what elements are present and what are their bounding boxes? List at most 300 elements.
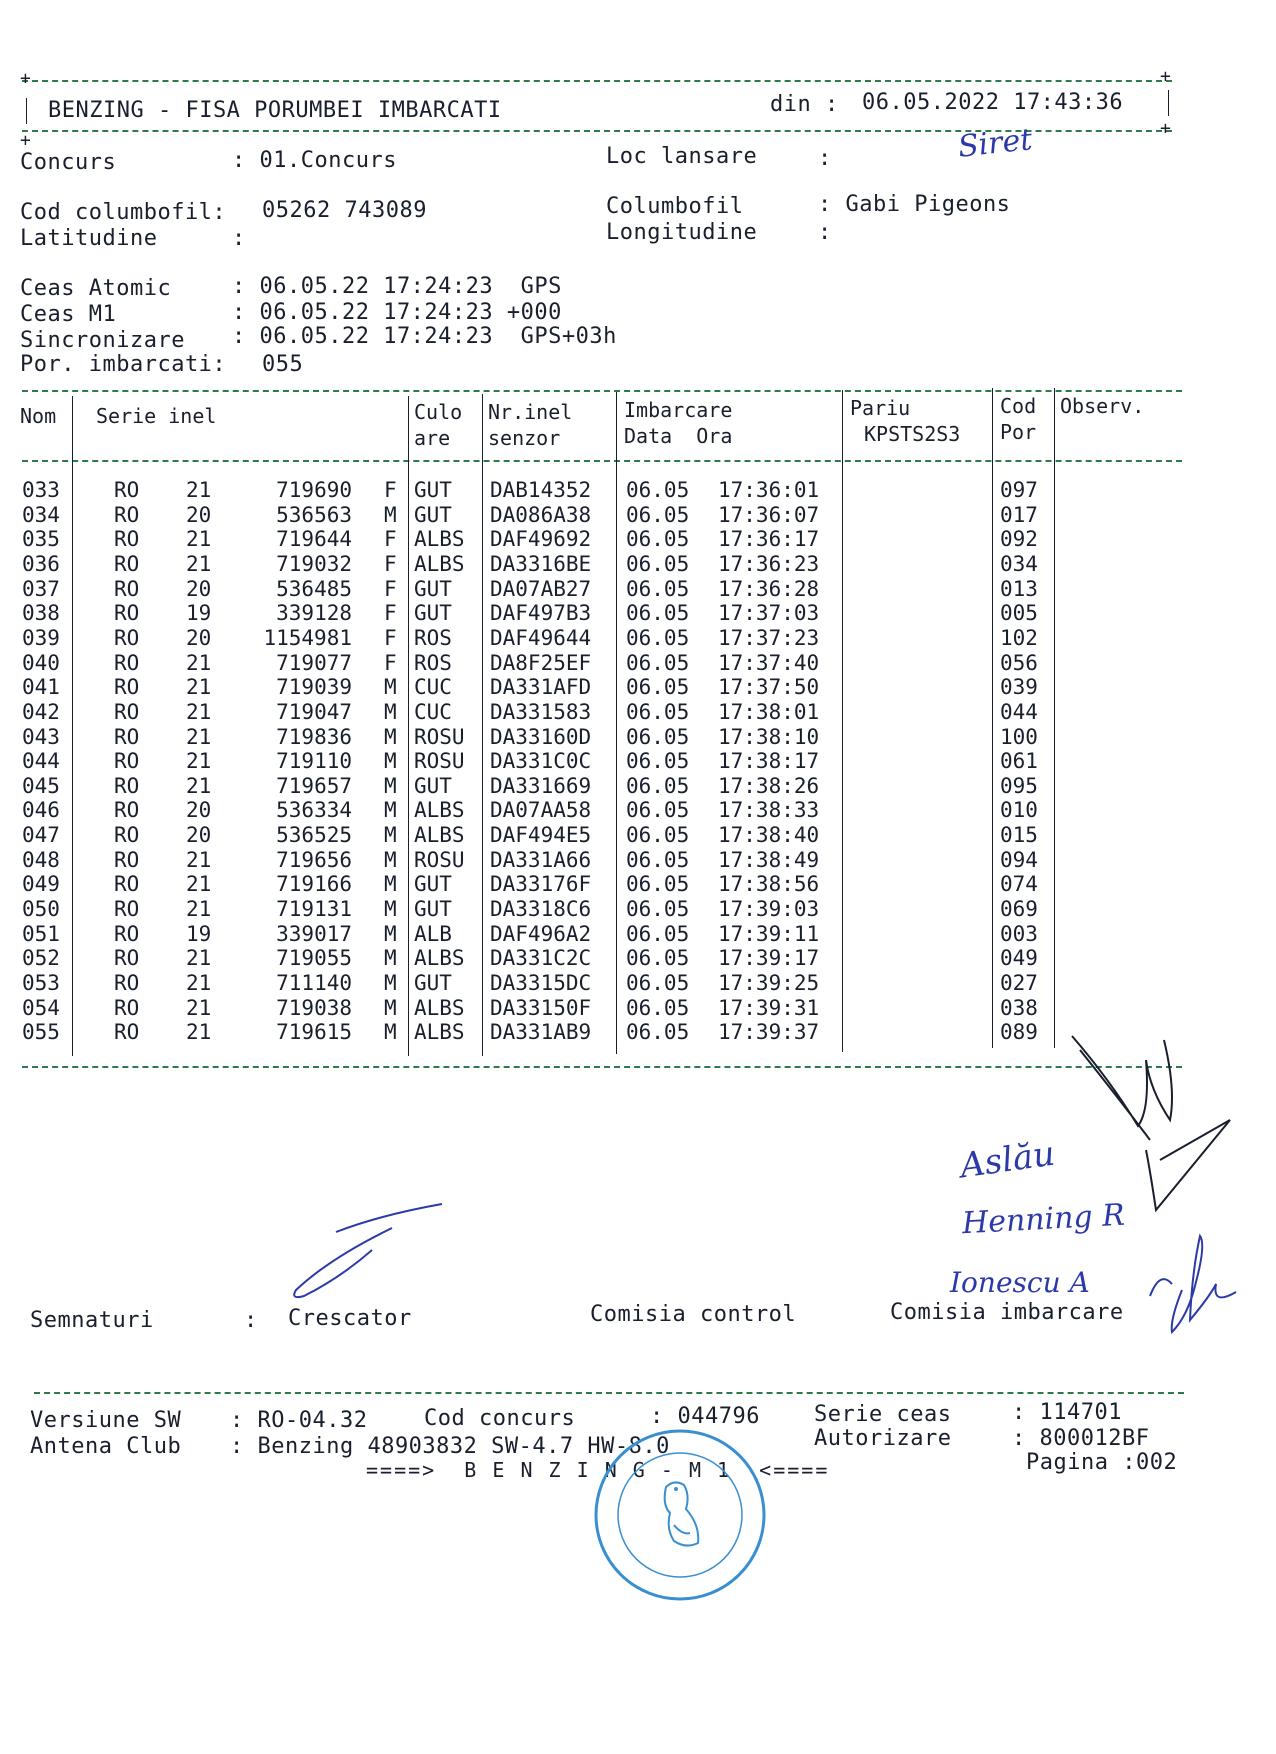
cell-sex: M	[384, 897, 397, 922]
cell-an: 21	[186, 478, 212, 502]
table-row	[0, 798, 1276, 823]
cell-culoare: ROSU	[414, 749, 465, 774]
cell-culoare: CUC	[414, 699, 452, 724]
cell-tara: RO	[114, 625, 140, 650]
cell-ora: 17:36:07	[718, 502, 820, 527]
table-row	[0, 922, 1276, 947]
col-header-observ: Observ.	[1060, 394, 1145, 418]
cell-tara: RO	[114, 502, 140, 527]
concurs-value: : 01.Concurs	[232, 148, 397, 173]
cell-ora: 17:38:40	[718, 823, 820, 848]
table-row	[0, 823, 1276, 848]
cell-sex: F	[384, 478, 397, 502]
cell-nom: 051	[22, 921, 60, 946]
cell-cod: 100	[1000, 724, 1038, 749]
pigeon-icon	[665, 1482, 699, 1545]
cell-data: 06.05	[626, 823, 690, 848]
semnaturi-colon: :	[244, 1308, 258, 1333]
cell-senzor: DAF494E5	[490, 823, 592, 848]
cell-nr: 719644	[276, 527, 352, 552]
cell-senzor: DA8F25EF	[490, 650, 592, 675]
table-row	[0, 872, 1276, 897]
cell-data: 06.05	[626, 724, 690, 749]
cell-senzor: DA3315DC	[490, 971, 592, 995]
cell-ora: 17:39:03	[718, 897, 820, 922]
cell-sex: M	[384, 921, 397, 946]
cell-nr: 536563	[276, 502, 352, 527]
cell-nom: 037	[22, 576, 60, 601]
cell-nom: 055	[22, 1020, 60, 1045]
cell-an: 20	[186, 502, 212, 527]
table-row	[0, 971, 1276, 996]
commission-initials	[1172, 1236, 1236, 1332]
rule-plus: +	[20, 68, 31, 89]
cell-data: 06.05	[626, 576, 690, 601]
cell-tara: RO	[114, 823, 140, 848]
cell-cod: 017	[1000, 502, 1038, 527]
cell-ora: 17:37:03	[718, 601, 820, 626]
cell-nom: 043	[22, 724, 60, 749]
cell-data: 06.05	[626, 872, 690, 897]
cell-nr: 339017	[276, 921, 352, 946]
cell-cod: 005	[1000, 601, 1038, 626]
document-title: BENZING - FISA PORUMBEI IMBARCATI	[48, 98, 502, 123]
ceas-m1-value: : 06.05.22 17:24:23 +000	[232, 300, 562, 325]
cell-an: 20	[186, 798, 212, 823]
cell-cod: 003	[1000, 921, 1038, 946]
cell-tara: RO	[114, 773, 140, 798]
cell-nr: 719039	[276, 675, 352, 700]
cell-ora: 17:39:25	[718, 971, 820, 995]
cell-tara: RO	[114, 946, 140, 971]
cell-cod: 061	[1000, 749, 1038, 774]
comisia-control-label: Comisia control	[590, 1302, 797, 1327]
cell-nom: 047	[22, 823, 60, 848]
cell-senzor: DA331AFD	[490, 675, 592, 700]
sincronizare-label: Sincronizare	[20, 328, 185, 353]
cell-tara: RO	[114, 699, 140, 724]
cell-cod: 039	[1000, 675, 1038, 700]
col-header-culoare-1: Culo	[414, 400, 463, 424]
autorizare-label: Autorizare	[814, 1426, 952, 1451]
table-row	[0, 749, 1276, 774]
cell-ora: 17:38:56	[718, 872, 820, 897]
sincronizare-value: : 06.05.22 17:24:23 GPS+03h	[232, 324, 617, 349]
cell-nom: 036	[22, 551, 60, 576]
header-top-rule	[22, 80, 1172, 82]
col-header-imbarcare-2: Data Ora	[624, 424, 733, 448]
autorizare-value: : 800012BF	[1012, 1426, 1150, 1451]
cod-columbofil-value: 05262 743089	[262, 198, 427, 223]
cell-data: 06.05	[626, 946, 690, 971]
cell-data: 06.05	[626, 773, 690, 798]
cell-data: 06.05	[626, 478, 690, 502]
handwritten-name-2: Henning R	[961, 1197, 1126, 1242]
handwritten-name-1: Aslău	[957, 1133, 1058, 1187]
small-mark	[1150, 1279, 1172, 1296]
cell-culoare: GUT	[414, 872, 452, 897]
cell-sex: M	[384, 847, 397, 872]
table-row	[0, 626, 1276, 651]
cell-culoare: GUT	[414, 502, 452, 527]
cell-senzor: DA3316BE	[490, 551, 592, 576]
benzing-banner: ====> B E N Z I N G - M 1 <====	[366, 1458, 830, 1482]
cell-cod: 102	[1000, 625, 1038, 650]
cell-cod: 027	[1000, 971, 1038, 995]
col-header-nrinel-2: senzor	[488, 426, 561, 450]
cell-sex: F	[384, 650, 397, 675]
cell-sex: M	[384, 724, 397, 749]
cell-nom: 041	[22, 675, 60, 700]
table-top-rule	[22, 390, 1182, 392]
cell-culoare: ROSU	[414, 847, 465, 872]
cell-nom: 034	[22, 502, 60, 527]
cell-data: 06.05	[626, 625, 690, 650]
cell-senzor: DA331A66	[490, 847, 592, 872]
cell-ora: 17:36:01	[718, 478, 820, 502]
cell-culoare: GUT	[414, 576, 452, 601]
ceas-m1-label: Ceas M1	[20, 302, 117, 327]
table-row	[0, 774, 1276, 799]
cell-ora: 17:36:23	[718, 551, 820, 576]
cell-nr: 719032	[276, 551, 352, 576]
cell-ora: 17:37:50	[718, 675, 820, 700]
cell-senzor: DAB14352	[490, 478, 592, 502]
cell-an: 21	[186, 699, 212, 724]
cell-tara: RO	[114, 1020, 140, 1045]
comisia-imbarcare-label: Comisia imbarcare	[890, 1300, 1124, 1325]
din-label: din :	[770, 92, 839, 117]
table-bottom-rule	[22, 1066, 1182, 1068]
cell-tara: RO	[114, 478, 140, 502]
cell-senzor: DA331AB9	[490, 1020, 592, 1045]
cell-an: 21	[186, 847, 212, 872]
cell-ora: 17:39:17	[718, 946, 820, 971]
cell-sex: M	[384, 872, 397, 897]
cell-data: 06.05	[626, 897, 690, 922]
cell-data: 06.05	[626, 921, 690, 946]
cell-senzor: DA331583	[490, 699, 592, 724]
commission-signature	[1072, 1036, 1230, 1210]
cell-senzor: DA33160D	[490, 724, 592, 749]
cell-data: 06.05	[626, 749, 690, 774]
cell-sex: F	[384, 527, 397, 552]
table-row	[0, 552, 1276, 577]
handwritten-name-3: Ionescu A	[950, 1266, 1090, 1299]
cell-nr: 536525	[276, 823, 352, 848]
cell-nom: 033	[22, 478, 60, 502]
loc-lansare-label: Loc lansare	[606, 144, 758, 169]
serie-ceas-label: Serie ceas	[814, 1402, 952, 1427]
columbofil-value: : Gabi Pigeons	[818, 192, 1011, 217]
cell-cod: 044	[1000, 699, 1038, 724]
cell-ora: 17:36:28	[718, 576, 820, 601]
cell-tara: RO	[114, 872, 140, 897]
cell-an: 20	[186, 576, 212, 601]
cell-culoare: GUT	[414, 601, 452, 626]
cell-senzor: DA3318C6	[490, 897, 592, 922]
cell-data: 06.05	[626, 675, 690, 700]
cell-ora: 17:39:37	[718, 1020, 820, 1045]
cell-an: 21	[186, 749, 212, 774]
cell-nom: 044	[22, 749, 60, 774]
cell-senzor: DA07AA58	[490, 798, 592, 823]
cell-sex: M	[384, 773, 397, 798]
cell-sex: M	[384, 798, 397, 823]
col-header-nom: Nom	[20, 404, 57, 428]
serie-ceas-value: : 114701	[1012, 1400, 1122, 1425]
cell-cod: 038	[1000, 995, 1038, 1020]
cell-senzor: DA33150F	[490, 995, 592, 1020]
cell-nom: 035	[22, 527, 60, 552]
longitudine-value: :	[818, 220, 832, 245]
loc-lansare-value: :	[818, 146, 832, 171]
cell-data: 06.05	[626, 995, 690, 1020]
cell-senzor: DAF496A2	[490, 921, 592, 946]
antena-value: : Benzing 48903832 SW-4.7 HW-8.0	[230, 1434, 670, 1459]
cell-sex: M	[384, 502, 397, 527]
cell-ora: 17:38:33	[718, 798, 820, 823]
table-row	[0, 700, 1276, 725]
cell-culoare: CUC	[414, 675, 452, 700]
cell-sex: M	[384, 946, 397, 971]
cell-ora: 17:38:10	[718, 724, 820, 749]
cell-an: 20	[186, 823, 212, 848]
rule-plus: +	[1160, 66, 1171, 87]
cell-an: 19	[186, 921, 212, 946]
cell-sex: F	[384, 601, 397, 626]
page-number: Pagina :002	[1026, 1450, 1178, 1475]
cell-senzor: DAF497B3	[490, 601, 592, 626]
col-header-cod-2: Por	[1000, 420, 1037, 444]
cell-sex: M	[384, 749, 397, 774]
rule-plus: +	[20, 130, 31, 151]
ceas-atomic-value: : 06.05.22 17:24:23 GPS	[232, 274, 562, 299]
table-row	[0, 897, 1276, 922]
cell-ora: 17:38:49	[718, 847, 820, 872]
col-header-pariu-1: Pariu	[850, 396, 911, 420]
cell-culoare: GUT	[414, 897, 452, 922]
cell-culoare: ALB	[414, 921, 452, 946]
cell-nr: 711140	[276, 971, 352, 995]
por-imbarcati-label: Por. imbarcati:	[20, 352, 227, 377]
cell-tara: RO	[114, 650, 140, 675]
cell-an: 20	[186, 625, 212, 650]
cell-data: 06.05	[626, 1020, 690, 1045]
cell-sex: F	[384, 625, 397, 650]
antena-label: Antena Club	[30, 1434, 182, 1459]
stamp-graphic	[590, 1425, 770, 1605]
col-header-imbarcare-1: Imbarcare	[624, 398, 733, 422]
semnaturi-label: Semnaturi	[30, 1308, 154, 1333]
cell-an: 21	[186, 675, 212, 700]
cell-culoare: ROS	[414, 650, 452, 675]
cell-senzor: DA33176F	[490, 872, 592, 897]
col-header-cod-1: Cod	[1000, 394, 1037, 418]
col-header-culoare-2: are	[414, 426, 451, 450]
cell-ora: 17:36:17	[718, 527, 820, 552]
cell-tara: RO	[114, 675, 140, 700]
cell-data: 06.05	[626, 971, 690, 995]
cell-cod: 094	[1000, 847, 1038, 872]
cell-senzor: DA331C2C	[490, 946, 592, 971]
table-row	[0, 527, 1276, 552]
versiune-value: : RO-04.32	[230, 1408, 368, 1433]
cell-data: 06.05	[626, 650, 690, 675]
table-row	[0, 996, 1276, 1021]
cell-an: 21	[186, 773, 212, 798]
table-row	[0, 651, 1276, 676]
cell-nr: 536334	[276, 798, 352, 823]
cell-culoare: ALBS	[414, 527, 465, 552]
cell-tara: RO	[114, 576, 140, 601]
cell-tara: RO	[114, 921, 140, 946]
cell-cod: 049	[1000, 946, 1038, 971]
cell-nom: 045	[22, 773, 60, 798]
table-row	[0, 577, 1276, 602]
latitudine-value: :	[232, 226, 246, 251]
cell-ora: 17:38:01	[718, 699, 820, 724]
cell-sex: M	[384, 675, 397, 700]
cell-an: 21	[186, 897, 212, 922]
cell-data: 06.05	[626, 527, 690, 552]
cell-nr: 719836	[276, 724, 352, 749]
cell-sex: M	[384, 995, 397, 1020]
cell-nom: 040	[22, 650, 60, 675]
cell-nom: 039	[22, 625, 60, 650]
cell-cod: 013	[1000, 576, 1038, 601]
cell-cod: 074	[1000, 872, 1038, 897]
cell-culoare: ALBS	[414, 1020, 465, 1045]
footer-top-rule	[34, 1392, 1184, 1394]
ceas-atomic-label: Ceas Atomic	[20, 276, 172, 301]
cell-sex: F	[384, 576, 397, 601]
cell-ora: 17:38:17	[718, 749, 820, 774]
cell-tara: RO	[114, 749, 140, 774]
cell-ora: 17:38:26	[718, 773, 820, 798]
cell-cod: 015	[1000, 823, 1038, 848]
table-row	[0, 601, 1276, 626]
cell-nom: 038	[22, 601, 60, 626]
table-header-rule	[22, 460, 1182, 462]
cell-tara: RO	[114, 601, 140, 626]
cell-tara: RO	[114, 971, 140, 995]
table-row	[0, 1020, 1276, 1045]
cell-ora: 17:37:23	[718, 625, 820, 650]
cell-data: 06.05	[626, 699, 690, 724]
cell-culoare: ALBS	[414, 551, 465, 576]
cell-senzor: DAF49644	[490, 625, 592, 650]
table-row	[0, 848, 1276, 873]
col-header-serie: Serie inel	[96, 404, 217, 428]
cell-cod: 034	[1000, 551, 1038, 576]
cell-nom: 046	[22, 798, 60, 823]
cell-nom: 052	[22, 946, 60, 971]
cell-tara: RO	[114, 847, 140, 872]
cell-cod: 056	[1000, 650, 1038, 675]
columbofil-label: Columbofil	[606, 194, 744, 219]
cell-nom: 049	[22, 872, 60, 897]
cell-nom: 054	[22, 995, 60, 1020]
cell-an: 21	[186, 971, 212, 995]
cod-concurs-label: Cod concurs	[424, 1406, 576, 1431]
cell-sex: M	[384, 1020, 397, 1045]
cell-sex: M	[384, 823, 397, 848]
cell-nom: 048	[22, 847, 60, 872]
cell-tara: RO	[114, 995, 140, 1020]
cell-culoare: GUT	[414, 478, 452, 502]
col-header-nrinel-1: Nr.inel	[488, 400, 573, 424]
cell-nom: 053	[22, 971, 60, 995]
cell-data: 06.05	[626, 847, 690, 872]
cell-nr: 1154981	[263, 625, 352, 650]
cell-tara: RO	[114, 897, 140, 922]
header-right-border	[1168, 90, 1169, 116]
cell-an: 21	[186, 995, 212, 1020]
cell-data: 06.05	[626, 551, 690, 576]
cell-an: 21	[186, 551, 212, 576]
cell-nom: 042	[22, 699, 60, 724]
cell-nr: 339128	[276, 601, 352, 626]
cell-culoare: ALBS	[414, 995, 465, 1020]
cell-cod: 092	[1000, 527, 1038, 552]
cod-concurs-value: : 044796	[650, 1404, 760, 1429]
table-row	[0, 478, 1276, 503]
cell-senzor: DA07AB27	[490, 576, 592, 601]
cell-nr: 719166	[276, 872, 352, 897]
latitudine-label: Latitudine	[20, 226, 158, 251]
cell-nr: 719657	[276, 773, 352, 798]
cell-an: 21	[186, 872, 212, 897]
cell-culoare: ROSU	[414, 724, 465, 749]
cell-cod: 010	[1000, 798, 1038, 823]
association-stamp	[590, 1425, 770, 1605]
cell-culoare: GUT	[414, 971, 452, 995]
table-row	[0, 946, 1276, 971]
cell-sex: M	[384, 699, 397, 724]
cell-senzor: DA331C0C	[490, 749, 592, 774]
header-datetime: 06.05.2022 17:43:36	[862, 90, 1124, 115]
cell-cod: 089	[1000, 1020, 1038, 1045]
cell-an: 21	[186, 724, 212, 749]
crescator-signature	[294, 1204, 442, 1297]
cell-tara: RO	[114, 798, 140, 823]
col-header-pariu-2: KPSTS2S3	[864, 422, 961, 446]
cell-tara: RO	[114, 527, 140, 552]
cell-an: 21	[186, 946, 212, 971]
cell-ora: 17:39:11	[718, 921, 820, 946]
table-row	[0, 675, 1276, 700]
cell-ora: 17:37:40	[718, 650, 820, 675]
cell-nr: 719038	[276, 995, 352, 1020]
header-left-border	[26, 98, 27, 124]
table-row	[0, 725, 1276, 750]
cell-nr: 719055	[276, 946, 352, 971]
cell-an: 19	[186, 601, 212, 626]
cell-an: 21	[186, 1020, 212, 1045]
cell-culoare: ALBS	[414, 946, 465, 971]
cell-culoare: ALBS	[414, 798, 465, 823]
cell-nr: 719615	[276, 1020, 352, 1045]
longitudine-label: Longitudine	[606, 220, 758, 245]
por-imbarcati-value: 055	[262, 352, 304, 377]
cell-senzor: DAF49692	[490, 527, 592, 552]
cell-an: 21	[186, 527, 212, 552]
cell-nr: 536485	[276, 576, 352, 601]
table-row	[0, 503, 1276, 528]
cell-nom: 050	[22, 897, 60, 922]
cell-sex: M	[384, 971, 397, 995]
